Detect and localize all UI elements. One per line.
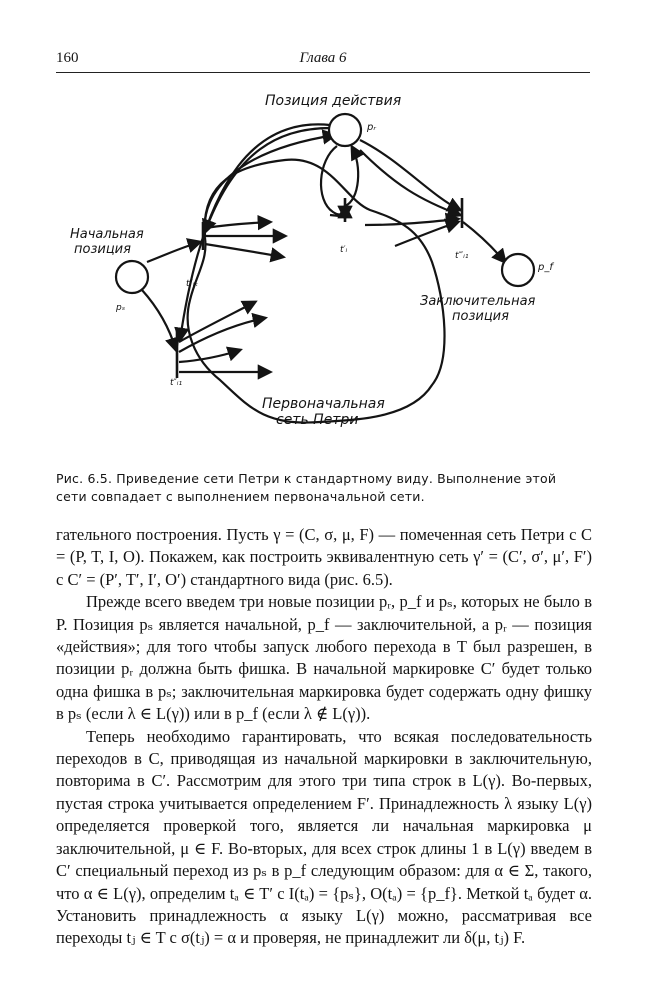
label-original-net-1: Первоначальная <box>262 396 385 412</box>
arc-net-tp <box>330 215 345 218</box>
arc-t1-net1 <box>179 302 255 342</box>
figure-caption: Рис. 6.5. Приведение сети Петри к стандартному виду. Выполнение этой сети совпадает с выполнением первоначальной сети. <box>56 471 557 504</box>
arc-tk-net1 <box>205 222 270 228</box>
body-text <box>56 524 592 950</box>
pr-loop-left <box>321 146 345 214</box>
chapter-title: Глава 6 <box>299 50 347 66</box>
paragraph-2: Прежде всего введем три новые позиции pᵣ, p_f и pₛ, которых не было в P. Позиция pₛ является начальной, p_f — заключительной, а pᵣ — позиция «действия»; для того чтобы запуск любого перехода в T был разрешен, в позиции pᵣ должна быть фишка. В начальной маркировке C′ будет только одна фишка в pₛ; заключительная маркировка будет содержать одну фишку в pₛ (если λ ∈ L(γ)) или в p_f (если λ ∉ L(γ)). <box>56 592 592 724</box>
arc-tk-net3 <box>205 244 283 257</box>
page-header <box>56 46 590 73</box>
label-ps: pₛ <box>116 303 126 313</box>
label-t-triple: t‴ᵢ₁ <box>455 251 469 261</box>
place-ps <box>116 261 148 293</box>
label-pf: p_f <box>538 262 553 273</box>
label-t-double-k: t″ᵢₖ <box>186 279 199 289</box>
arc-tk-pr <box>205 135 335 235</box>
arc-net-t3b <box>365 219 458 225</box>
arc-t1-net3 <box>179 350 240 362</box>
arc-pr-t3b <box>360 150 460 215</box>
label-final-2: позиция <box>452 309 509 324</box>
place-pr <box>329 114 361 146</box>
label-t-double-1: t″ᵢ₁ <box>170 378 183 388</box>
arc-pr-t3 <box>360 140 460 210</box>
label-pr: pᵣ <box>367 122 376 133</box>
label-original-net-2: сеть Петри <box>276 412 359 428</box>
place-pf <box>502 254 534 286</box>
arc-ps-t1 <box>142 290 176 350</box>
label-initial-1: Начальная <box>70 227 144 242</box>
label-action-position: Позиция действия <box>265 93 402 109</box>
paragraph-3: Теперь необходимо гарантировать, что всякая последовательность переходов в C, приводящая из начальной маркировки в заключительную, повторима в C′. Рассмотрим для этого три типа строк в L(γ). Во-первых, пустая строка учитывается определением F′. Принадлежность λ языку L(γ) определяется проверкой того, является ли начальная маркировка μ заключительной, μ ∈ F. Во-вторых, для всех строк длины 1 в L(γ) введем в C′ специальный переход из pₛ в p_f следующим образом: для α ∈ Σ, такого, что α ∈ L(γ), определим tₐ ∈ T′ с I(tₐ) = {pₛ}, O(tₐ) = {p_f}. Меткой tₐ будет α. Установить принадлежность α языку L(γ) можно, рассматривая все переходы tⱼ ∈ T с σ(tⱼ) = α и проверяя, не принадлежит ли δ(μ, tⱼ) F. <box>56 726 592 948</box>
paragraph-1: гательного построения. Пусть γ = (C, σ, μ, F) — помеченная сеть Петри с C = (P, T, I, O). Покажем, как построить эквивалентную сеть γ′ = (C′, σ′, μ′, F′) с C′ = (P′, T′, I′, O′) стандартного вида (рис. 6.5). <box>56 525 592 589</box>
label-initial-2: позиция <box>74 242 131 257</box>
arc-ps-tk <box>147 242 200 262</box>
petri-net-figure <box>0 80 653 465</box>
arc-t3-pf <box>463 222 505 262</box>
label-final-1: Заключительная <box>420 294 536 309</box>
page-number: 160 <box>56 50 79 66</box>
original-net-boundary <box>188 160 445 423</box>
label-t-prime: t′ᵢ <box>340 245 348 255</box>
